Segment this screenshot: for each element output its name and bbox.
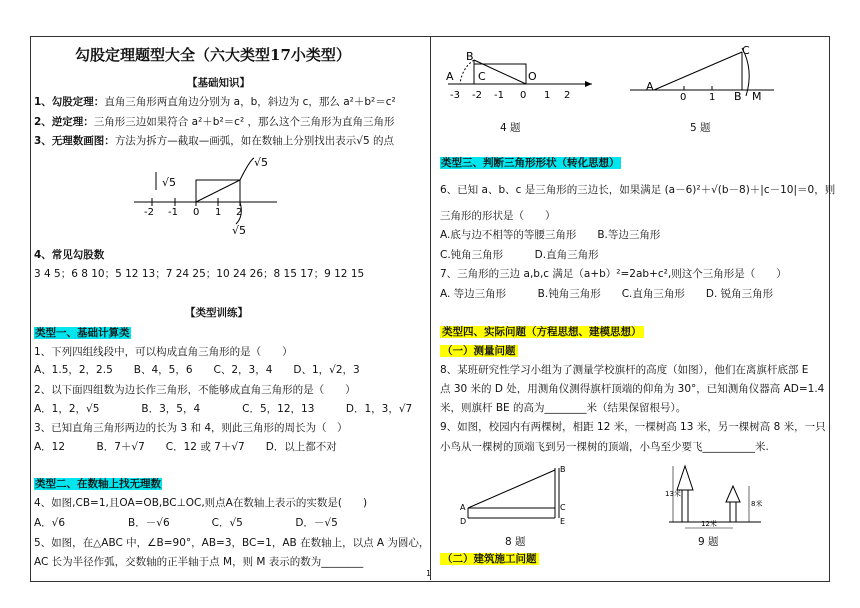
pythagorean-triples: 3 4 5；6 8 10；5 12 13；7 24 25；10 24 26；8 15 17；9 12 15 [34,268,365,280]
k3-label: 3、无理数画图： [34,135,115,147]
figure-5-caption: 5 题 [690,122,711,134]
sub1-label: （一）测量问题 [442,345,516,357]
question-2: 2、以下面四组数为边长作三角形，不能够成直角三角形的是（ ） [34,384,356,396]
fig4-label-a: A [446,70,454,83]
k2-text: 三角形三边如果符合 a²＋b²＝c² ，那么这个三角形为直角三角形 [93,116,395,128]
figure-9-caption: 9 题 [698,536,719,548]
fig5-label-c: C [742,46,750,57]
k1-text: 直角三角形两直角边分别为 a，b，斜边为 c，那么 a²＋b²＝c² [104,96,396,108]
subsection-measurement [440,344,518,358]
knowledge-1 [34,95,396,109]
fig4-tick: -3 [450,90,460,101]
fig4-tick: -2 [472,90,482,101]
figure-4-caption: 4 题 [500,122,521,134]
question-9: 9、如图，校园内有两棵树，相距 12 米，一棵树高 13 米，另一棵树高 8 米，一只 [440,421,826,433]
fig5-tick: 1 [709,92,716,101]
fig3-left-label: √5 [162,176,177,189]
question-5-continued: AC 长为半径作弧，交数轴的正半轴于点 M，则 M 表示的数为________ [34,556,364,568]
question-7-options: A. 等边三角形 B.钝角三角形 C.直角三角形 D. 锐角三角形 [440,288,774,300]
fig5-label-a: A [646,80,654,93]
question-2-options: A．1，2，√5 B．3，5，4 C．5，12，13 D．1，3，√7 [34,403,413,415]
figure-9 [665,460,765,532]
fig8-label-d: D [460,517,467,526]
k2-label: 2、逆定理： [34,116,94,128]
knowledge-4-label: 4、常见勾股数 [34,249,105,261]
fig4-tick: 1 [544,90,551,101]
fig4-label-c: C [478,70,486,83]
fig4-tick: 2 [564,90,571,101]
basic-knowledge-header: 【基础知识】 [187,77,250,89]
fig3-top-label: √5 [254,156,269,169]
question-9-line-2: 小鸟从一棵树的顶端飞到另一棵树的顶端，小鸟至少要飞__________米. [440,441,769,453]
fig9-label-13m: 13米 [665,490,681,498]
question-6-options-1: A.底与边不相等的等腰三角形 B.等边三角形 [440,229,661,241]
type1-label: 类型一、基础计算类 [35,327,130,339]
question-6: 6、已知 a、b、c 是三角形的三边长，如果满足 (a－6)²＋√(b－8)＋|c－10|＝0，则 [440,184,836,196]
question-1-options: A、1.5，2，2.5 B、4，5，6 C、2，3，4 D、1，√2，3 [34,364,360,376]
fig5-tick: 0 [680,92,687,101]
k3-text: 方法为拆方—截取—画弧，如在数轴上分别找出表示√5 的点 [114,135,395,147]
fig4-tick: 0 [520,90,527,101]
knowledge-3 [34,134,394,148]
page-title: 勾股定理题型大全（六大类型17小类型） [75,46,351,64]
fig5-label-m: M [752,90,762,101]
type4-heading [440,325,644,339]
sqrt5-number-line-figure [132,150,282,240]
type4-label: 类型四、实际问题（方程思想、建模思想） [442,326,642,338]
question-4: 4、如图,CB=1,且OA=OB,BC⊥OC,则点A在数轴上表示的实数是( ) [34,497,368,509]
question-8-line-2: 点 30 米的 D 处，用测角仪测得旗杆顶端的仰角为 30°，已知测角仪器高 AD=1.4 [440,383,825,395]
question-3: 3、已知直角三角形两边的长为 3 和 4，则此三角形的周长为（ ） [34,422,348,434]
fig8-label-b: B [560,465,566,474]
fig3-tick: -1 [168,207,178,218]
type2-heading [34,477,162,491]
fig9-label-12m: 12米 [701,520,717,528]
figure-8 [460,462,570,532]
column-divider [430,36,431,580]
fig3-bottom-label: √5 [232,224,247,237]
question-3-options: A．12 B．7＋√7 C．12 或 7＋√7 D．以上都不对 [34,441,337,453]
sub2-label: （二）建筑施工问题 [442,553,537,565]
question-4-options: A．√6 B．－√6 C．√5 D．－√5 [34,517,338,529]
figure-4 [446,50,596,105]
figure-8-caption: 8 题 [505,536,526,548]
type1-heading [34,326,131,340]
question-6-options-2: C.钝角三角形 D.直角三角形 [440,249,599,261]
fig9-label-8m: 8米 [751,500,763,508]
fig3-tick: 0 [193,207,200,218]
question-1: 1、下列四组线段中，可以构成直角三角形的是（ ） [34,346,293,358]
type3-label: 类型三、判断三角形形状（转化思想） [441,157,620,169]
training-header: 【类型训练】 [185,307,248,319]
fig4-tick: -1 [494,90,504,101]
type3-heading [440,156,621,170]
figure-5 [628,46,778,101]
subsection-construction [440,552,539,566]
question-8-line-3: 米，则旗杆 BE 的高为________米（结果保留根号）。 [440,402,687,414]
fig3-tick: 1 [215,207,222,218]
fig3-tick: 2 [236,207,243,218]
question-5: 5、如图，在△ABC 中，∠B=90°，AB=3，BC=1，AB 在数轴上，以点 A 为圆心， [34,537,430,549]
fig5-label-b: B [734,90,742,101]
page-number: 1 [426,569,432,578]
fig4-label-b: B [466,50,474,63]
knowledge-2 [34,115,395,129]
question-7: 7、三角形的三边 a,b,c 满足（a+b）²=2ab+c²,则这个三角形是（ ） [440,268,787,280]
fig8-label-c: C [560,503,566,512]
k1-label: 1、勾股定理： [34,96,105,108]
fig3-tick: -2 [144,207,154,218]
type2-label: 类型二、在数轴上找无理数 [35,478,161,490]
fig8-label-a: A [460,503,466,512]
question-8: 8、某班研究性学习小组为了测量学校旗杆的高度（如图），他们在离旗杆底部 E [440,364,809,376]
fig8-label-e: E [560,517,566,526]
fig4-label-o: O [528,70,537,83]
question-6-continued: 三角形的形状是（ ） [440,210,556,222]
